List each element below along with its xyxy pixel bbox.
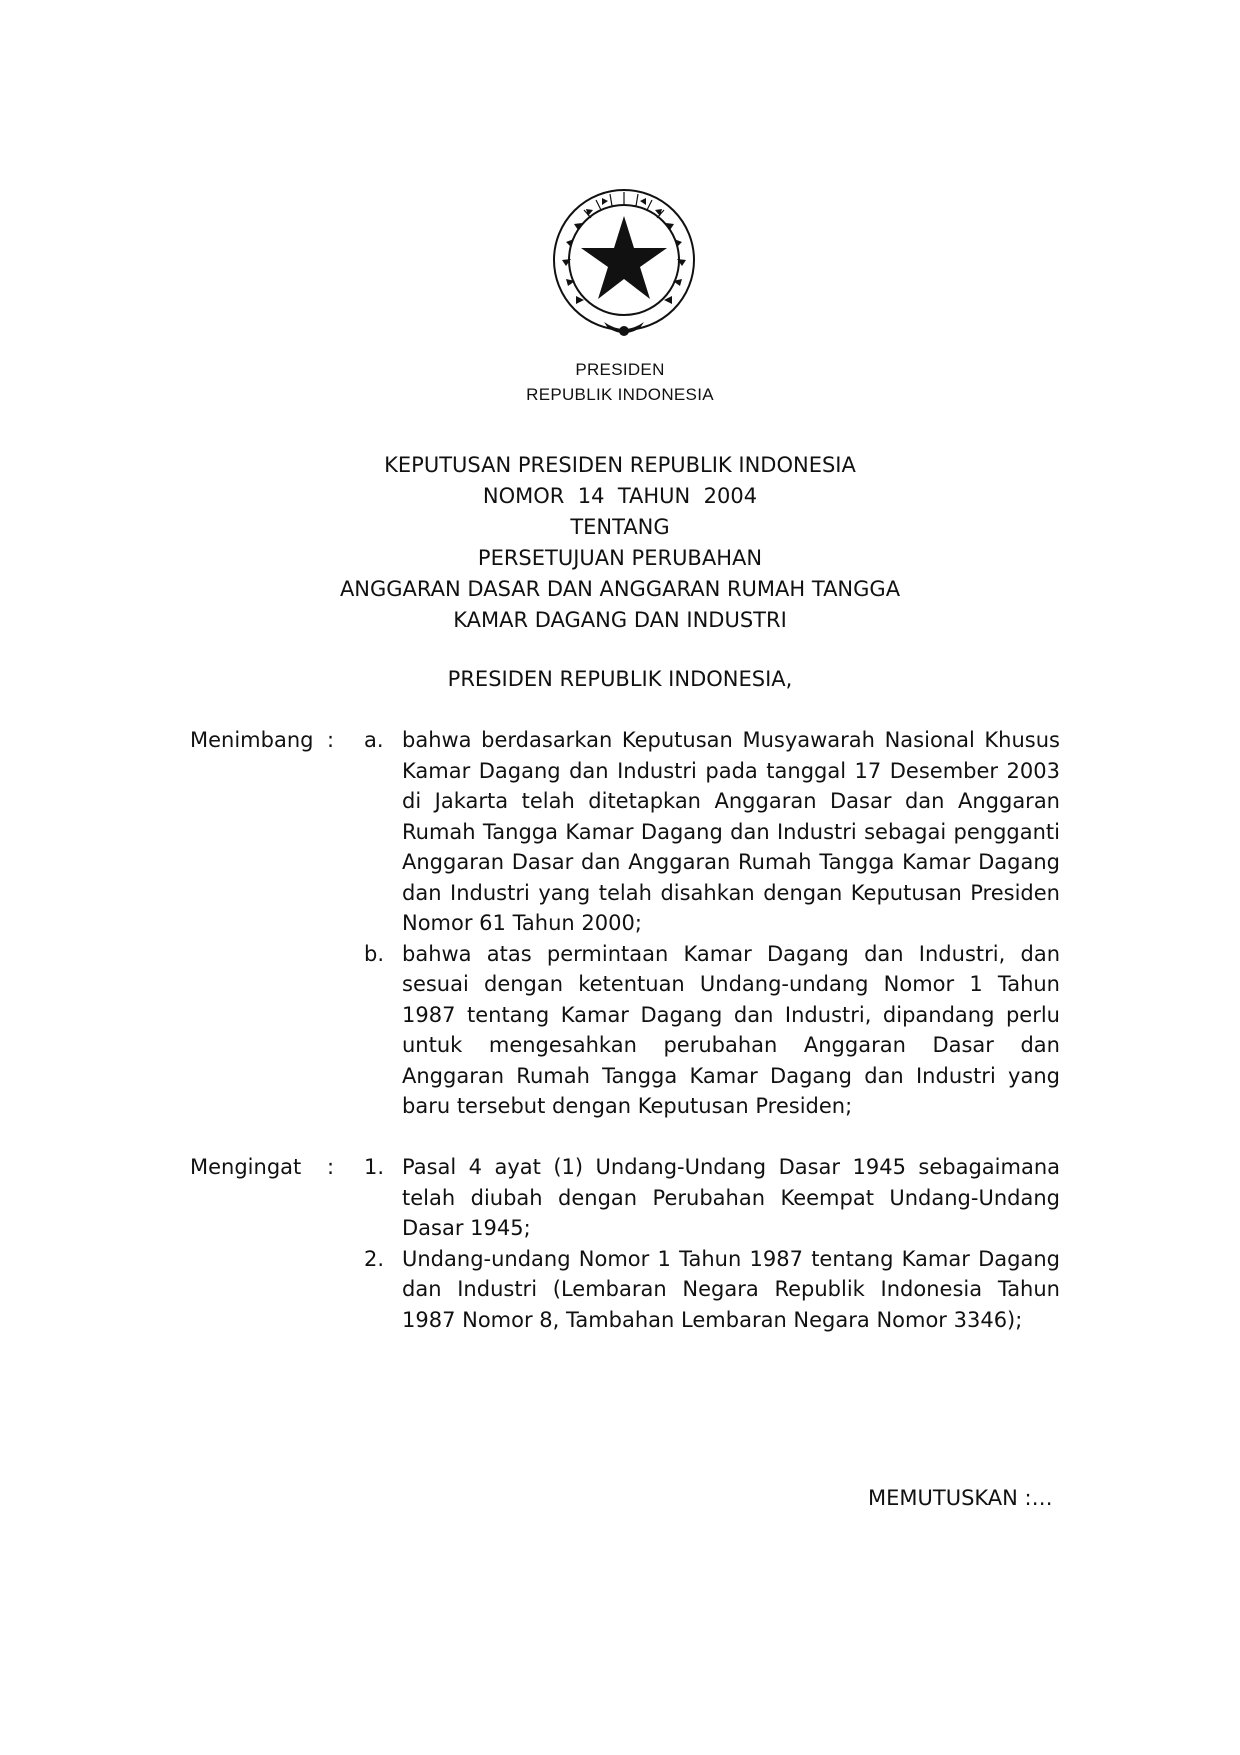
mengingat-label: Mengingat xyxy=(190,1155,302,1179)
item-marker: b. xyxy=(364,941,385,966)
list-item xyxy=(190,725,1060,939)
menimbang-section xyxy=(190,725,1060,1122)
item-text: Pasal 4 ayat (1) Undang-Undang Dasar 1945 sebagaimana telah diubah dengan Perubahan Keempat Undang-Undang Dasar 1945; xyxy=(402,1155,1060,1240)
header-presiden: PRESIDEN xyxy=(575,360,665,379)
title-line: TENTANG xyxy=(570,515,670,539)
continuation-note: MEMUTUSKAN :… xyxy=(868,1486,1053,1510)
list-item xyxy=(190,1244,1060,1336)
mengingat-colon: : xyxy=(327,1155,335,1179)
item-text: Undang-undang Nomor 1 Tahun 1987 tentang Kamar Dagang dan Industri (Lembaran Negara Republik Indonesia Tahun 1987 Nomor 8, Tambahan Lembaran Negara Nomor 3346); xyxy=(402,1246,1060,1332)
menimbang-label: Menimbang xyxy=(190,728,314,752)
item-text: bahwa berdasarkan Keputusan Musyawarah Nasional Khusus Kamar Dagang dan Industri pada tanggal 17 Desember 2003 di Jakarta telah ditetapkan Anggaran Dasar dan Anggaran Rumah Tangga Kamar Dagang dan Industri sebagai pengganti Anggaran Dasar dan Anggaran Rumah Tangga Kamar Dagang dan Industri yang telah disahkan dengan Keputusan Presiden Nomor 61 Tahun 2000; xyxy=(402,728,1060,935)
header-republik-indonesia: REPUBLIK INDONESIA xyxy=(526,385,714,404)
title-line: NOMOR 14 TAHUN 2004 xyxy=(482,484,758,508)
item-marker: a. xyxy=(364,728,384,752)
item-marker: 2. xyxy=(364,1246,385,1271)
title-line: PERSETUJUAN PERUBAHAN xyxy=(477,546,763,570)
list-item xyxy=(190,939,1060,1122)
list-item xyxy=(190,1152,1060,1244)
mengingat-section xyxy=(190,1152,1060,1335)
decree-title xyxy=(0,450,1240,636)
item-marker: 1. xyxy=(364,1155,385,1179)
garuda-star-emblem xyxy=(544,182,704,342)
preamble: PRESIDEN REPUBLIK INDONESIA, xyxy=(447,667,793,691)
item-text: bahwa atas permintaan Kamar Dagang dan Industri, dan sesuai dengan ketentuan Undang-undang Nomor 1 Tahun 1987 tentang Kamar Dagang dan Industri, dipandang perlu untuk mengesahkan perubahan Anggaran Dasar dan Anggaran Rumah Tangga Kamar Dagang dan Industri yang baru tersebut dengan Keputusan Presiden; xyxy=(402,941,1060,1118)
title-line: KAMAR DAGANG DAN INDUSTRI xyxy=(453,608,787,632)
title-line: KEPUTUSAN PRESIDEN REPUBLIK INDONESIA xyxy=(384,453,856,477)
menimbang-colon: : xyxy=(327,728,335,752)
title-line: ANGGARAN DASAR DAN ANGGARAN RUMAH TANGGA xyxy=(339,577,901,601)
